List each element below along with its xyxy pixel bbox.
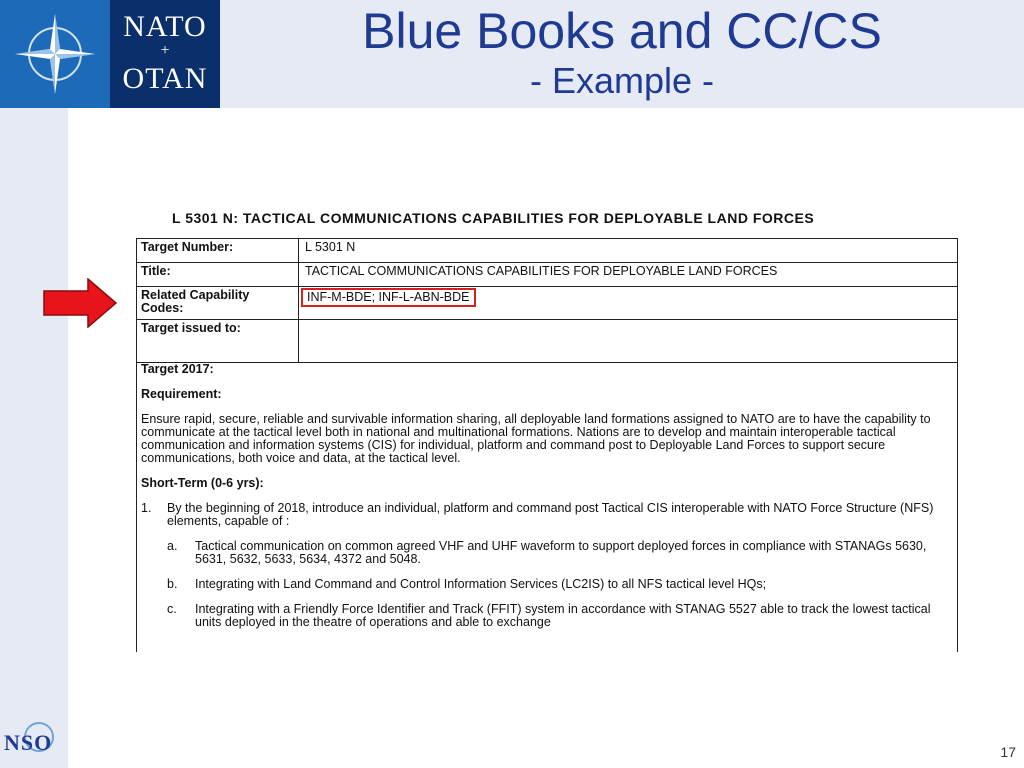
nato-logo-star	[0, 0, 110, 108]
item-number: 1.	[141, 501, 152, 515]
document-excerpt	[134, 204, 960, 652]
nato-logo-text	[110, 0, 220, 108]
logo-otan-text: OTAN	[122, 62, 208, 95]
row-label: Target Number:	[137, 239, 299, 262]
table-row	[137, 287, 957, 320]
logo-plus-text: +	[160, 42, 170, 59]
item-letter: c.	[167, 602, 177, 616]
item-text: By the beginning of 2018, introduce an individual, platform and command post Tactical CIS interoperable with NATO Force Structure (NFS) elements, capable of :	[167, 501, 934, 528]
item-text: Integrating with Land Command and Control Information Services (LC2IS) to all NFS tactical level HQs;	[195, 577, 767, 591]
list-item	[141, 502, 953, 528]
row-label: Target issued to:	[137, 320, 299, 362]
short-term-label: Short-Term (0-6 yrs):	[141, 476, 264, 490]
highlighted-capability-codes: INF-M-BDE; INF-L-ABN-BDE	[301, 288, 476, 307]
list-item	[167, 603, 953, 629]
row-label: Related Capability Codes:	[137, 287, 299, 319]
table-row	[137, 239, 957, 263]
document-heading: L 5301 N: TACTICAL COMMUNICATIONS CAPABILITIES FOR DEPLOYABLE LAND FORCES	[172, 210, 815, 226]
table-row	[137, 320, 957, 362]
row-value: L 5301 N	[305, 240, 356, 254]
nato-compass-star-icon	[0, 0, 110, 108]
requirement-label: Requirement:	[141, 387, 222, 401]
slide-subtitle: - Example -	[529, 60, 715, 101]
row-value: TACTICAL COMMUNICATIONS CAPABILITIES FOR DEPLOYABLE LAND FORCES	[305, 264, 778, 278]
row-label: Title:	[137, 263, 299, 286]
requirement-text: Ensure rapid, secure, reliable and survivable information sharing, all deployable land formations assigned to NATO are to have the capability to communicate at the tactical level both in national and multinational formations. Nations are to develop and maintain interoperable tactical communication and information systems (CIS) for individual, platform and command post to Deployable Land Forces to support secure communications, both voice and data, at the tactical level.	[141, 412, 931, 465]
item-letter: b.	[167, 577, 178, 591]
target-table	[136, 238, 958, 363]
item-text: Integrating with a Friendly Force Identifier and Track (FFIT) system in accordance with STANAG 5527 able to track the lowest tactical units deployed in the theatre of operations and able to exchange	[195, 602, 931, 629]
right-arrow-icon	[42, 278, 118, 328]
row-value	[299, 320, 957, 362]
left-band	[0, 108, 68, 768]
item-letter: a.	[167, 539, 178, 553]
logo-nato-text: NATO	[123, 10, 207, 43]
table-row	[137, 263, 957, 287]
nso-logo: NSO	[4, 730, 53, 755]
row-value-cell	[299, 287, 957, 319]
page-number: 17	[1000, 744, 1016, 760]
list-item	[167, 540, 953, 566]
item-text: Tactical communication on common agreed VHF and UHF waveform to support deployed forces in compliance with STANAGs 5630, 5631, 5632, 5633, 5634, 4372 and 5048.	[195, 539, 927, 566]
slide-title: Blue Books and CC/CS	[362, 3, 882, 59]
list-item	[167, 578, 953, 591]
target-body	[136, 359, 958, 652]
target-year-label: Target 2017:	[141, 362, 214, 376]
